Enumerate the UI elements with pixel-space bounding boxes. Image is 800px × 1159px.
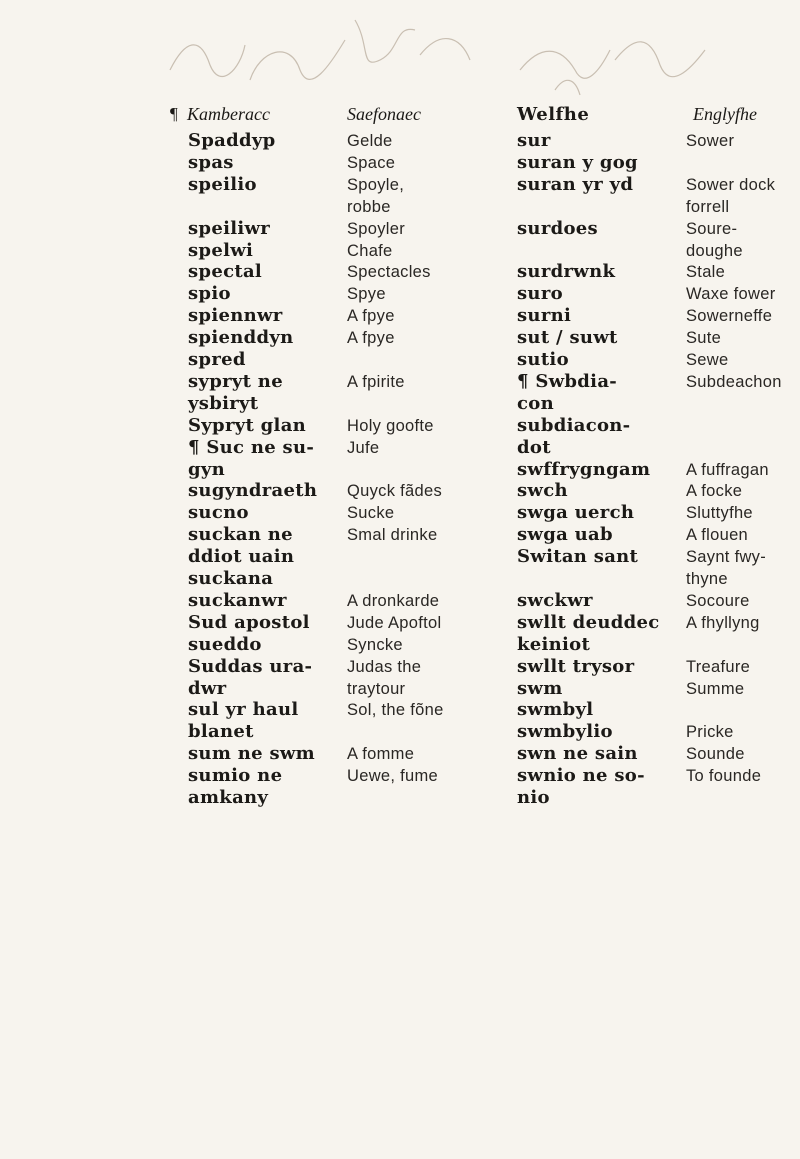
term-col3: Switan sant <box>517 546 639 568</box>
gloss-col4: Sluttyfhe <box>686 504 753 523</box>
gloss-col4: forrell <box>686 197 730 216</box>
term-col3: sutio <box>517 349 569 370</box>
gloss-col2: robbe <box>347 197 391 216</box>
list-item <box>0 174 800 196</box>
gloss-col2: Sucke <box>347 504 395 523</box>
gloss-col2: Smal drinke <box>347 526 438 545</box>
term-col3: keiniot <box>517 633 591 655</box>
list-item <box>0 459 800 481</box>
gloss-col4: Waxe fower <box>686 285 776 304</box>
list-item <box>0 218 800 240</box>
gloss-col2: Holy goofte <box>347 416 434 435</box>
gloss-col2: Spoyler <box>347 219 406 238</box>
term-col1: blanet <box>188 721 254 743</box>
gloss-col4: thyne <box>686 570 728 588</box>
list-item <box>0 699 800 721</box>
list-item <box>0 152 800 174</box>
list-item <box>0 590 800 612</box>
gloss-col4: Subdeachon <box>686 372 782 391</box>
list-item <box>0 787 800 809</box>
gloss-col4: Sowerneffe <box>686 307 773 326</box>
list-item <box>0 743 800 765</box>
term-col3: swllt deuddec <box>517 611 660 633</box>
term-col3: swllt trysor <box>517 655 635 677</box>
list-item <box>0 415 800 437</box>
gloss-col4: Socoure <box>686 591 750 610</box>
term-col3: swmbylio <box>517 721 613 743</box>
gloss-col2: Spoyle, <box>347 175 405 194</box>
term-col3: swm <box>517 677 563 699</box>
term-col1: amkany <box>188 787 269 808</box>
list-item <box>0 634 800 656</box>
term-col1: spred <box>188 349 246 370</box>
term-col3: sur <box>517 130 551 151</box>
term-col1: suckan ne <box>188 524 293 546</box>
term-col3: suran yr yd <box>517 173 634 195</box>
term-col1: Sypryt glan <box>188 414 307 436</box>
list-item <box>0 524 800 546</box>
gloss-col2: Gelde <box>347 132 393 150</box>
header-english-2: Englyfhe <box>693 104 757 124</box>
list-item <box>0 371 800 393</box>
term-col3: surni <box>517 305 572 327</box>
term-col1: sul yr haul <box>188 699 299 721</box>
term-col3: swffrygngam <box>517 458 651 480</box>
term-col1: dwr <box>188 677 227 699</box>
term-col1: speiliwr <box>188 217 271 239</box>
list-item <box>0 502 800 524</box>
term-col3: swn ne sain <box>517 743 638 765</box>
term-col1: gyn <box>188 458 226 480</box>
term-col1: sumio ne <box>188 765 283 787</box>
term-col3: suro <box>517 283 563 305</box>
gloss-col4: Summe <box>686 679 745 698</box>
term-col3: swga uab <box>517 524 613 546</box>
gloss-col2: Sol, the fõne <box>347 701 444 720</box>
gloss-col4: Sounde <box>686 745 745 764</box>
list-item <box>0 480 800 502</box>
list-item <box>0 437 800 459</box>
gloss-col2: Judas the <box>347 657 422 676</box>
term-col3: swnio ne so- <box>517 765 645 787</box>
gloss-col4: Sower dock <box>686 175 776 194</box>
pilcrow-mark: ¶ <box>170 104 178 123</box>
term-col1: spectal <box>188 261 263 283</box>
term-col1: sugyndraeth <box>188 480 318 502</box>
term-col3: swga uerch <box>517 502 635 524</box>
list-item <box>0 261 800 283</box>
gloss-col4: Stale <box>686 263 726 282</box>
term-col1: sypryt ne <box>188 370 283 392</box>
term-col3: suran y gog <box>517 151 638 173</box>
gloss-col2: Syncke <box>347 635 403 654</box>
gloss-col4: A fhyllyng <box>686 613 760 632</box>
term-col3: nio <box>517 787 550 808</box>
gloss-col4: Sute <box>686 329 722 348</box>
gloss-col4: Treafure <box>686 657 751 676</box>
list-item <box>0 240 800 262</box>
term-col1: spelwi <box>188 239 254 261</box>
gloss-col2: Spye <box>347 285 386 304</box>
term-col1: spas <box>188 151 234 173</box>
term-col3: sut / suwt <box>517 327 618 349</box>
gloss-col4: A fuffragan <box>686 460 769 479</box>
term-col1: Spaddyp <box>188 130 276 151</box>
term-col1: Sud apostol <box>188 611 310 633</box>
list-item <box>0 196 800 218</box>
term-col3: ¶ Swbdia- <box>517 370 618 392</box>
gloss-col2: Quyck fãdes <box>347 482 443 501</box>
list-item <box>0 678 800 700</box>
gloss-col2: A fomme <box>347 745 415 764</box>
term-col3: surdrwnk <box>517 261 616 283</box>
list-item <box>0 327 800 349</box>
list-item <box>0 612 800 634</box>
term-col1: sum ne swm <box>188 743 316 765</box>
gloss-col2: A dronkarde <box>347 591 440 610</box>
gloss-col2: A fpye <box>347 329 395 348</box>
term-col3: dot <box>517 436 551 458</box>
gloss-col2: A fpirite <box>347 372 405 391</box>
term-col3: swch <box>517 480 568 502</box>
list-item <box>0 130 800 152</box>
term-col1: suckanwr <box>188 589 287 611</box>
term-col1: ddiot uain <box>188 546 295 568</box>
list-item <box>0 765 800 787</box>
gloss-col2: Spectacles <box>347 263 431 282</box>
term-col1: speilio <box>188 173 257 195</box>
gloss-col4: To founde <box>686 767 762 786</box>
term-col1: ¶ Suc ne su- <box>188 436 315 458</box>
term-col1: sueddo <box>188 633 262 655</box>
gloss-col2: traytour <box>347 679 406 698</box>
list-item <box>0 349 800 371</box>
header-welsh: Welfhe <box>517 104 590 125</box>
list-item <box>0 721 800 743</box>
gloss-col4: Sower <box>686 132 735 150</box>
term-col1: Suddas ura- <box>188 655 313 677</box>
term-col1: sucno <box>188 502 249 524</box>
gloss-col2: A fpye <box>347 307 395 326</box>
gloss-col4: A focke <box>686 482 743 501</box>
term-col1: ysbiryt <box>188 392 259 414</box>
gloss-col2: Jude Apoftol <box>347 613 442 632</box>
list-item <box>0 305 800 327</box>
term-col1: spiennwr <box>188 305 283 327</box>
term-col3: swckwr <box>517 589 593 611</box>
gloss-col2: Chafe <box>347 241 393 260</box>
list-item <box>0 656 800 678</box>
gloss-col4: Saynt fwy- <box>686 548 767 567</box>
list-item <box>0 568 800 590</box>
header-english-1: Saefonaec <box>347 104 421 124</box>
term-col3: con <box>517 392 554 414</box>
list-item <box>0 546 800 568</box>
term-col1: suckana <box>188 568 274 589</box>
header-cornish: Kamberacc <box>187 104 270 124</box>
term-col3: subdiacon- <box>517 414 631 436</box>
term-col3: surdoes <box>517 217 598 239</box>
list-item <box>0 283 800 305</box>
term-col1: spienddyn <box>188 327 294 349</box>
gloss-col2: Space <box>347 153 396 172</box>
gloss-col2: Uewe, fume <box>347 767 439 786</box>
gloss-col4: Sewe <box>686 351 729 369</box>
gloss-col4: Soure- <box>686 219 738 238</box>
term-col1: spio <box>188 283 231 305</box>
gloss-col2: Jufe <box>347 438 380 457</box>
gloss-col4: doughe <box>686 241 743 260</box>
term-col3: swmbyl <box>517 699 594 721</box>
gloss-col4: Pricke <box>686 723 734 742</box>
gloss-col4: A flouen <box>686 526 749 545</box>
list-item <box>0 393 800 415</box>
